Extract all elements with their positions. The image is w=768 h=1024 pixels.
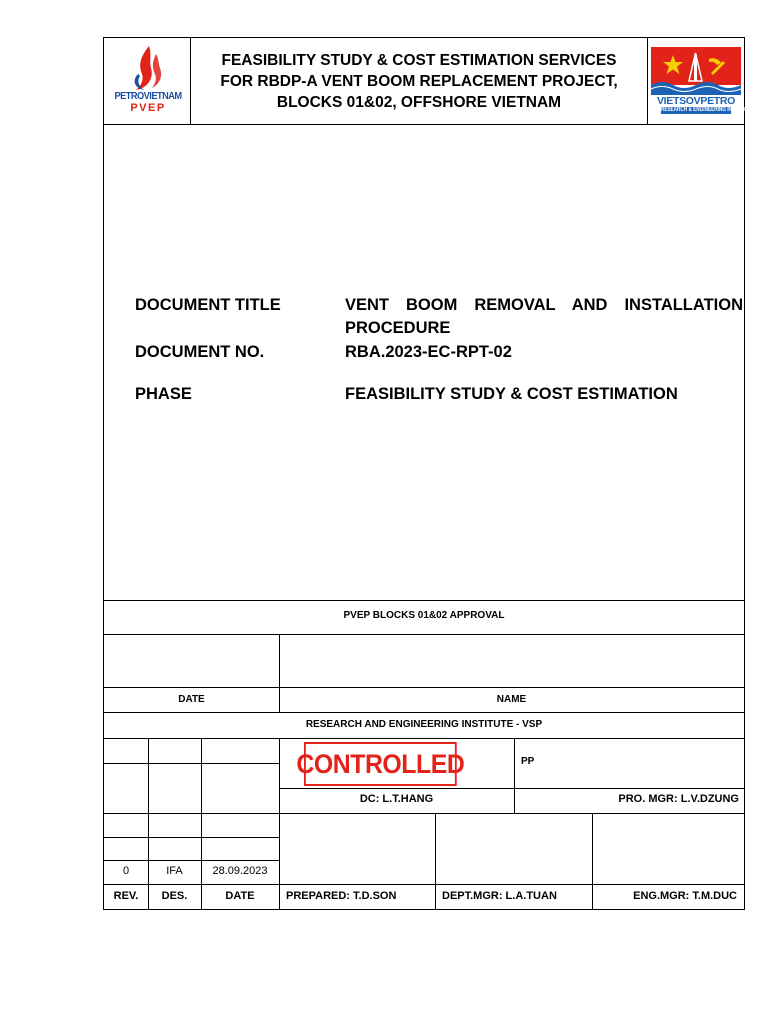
pp-label: PP bbox=[521, 756, 535, 767]
revision-des: IFA bbox=[166, 865, 183, 877]
vietsovpetro-logo-subtitle: RESEARCH & ENGINEERING INSTITUTE bbox=[660, 107, 752, 113]
project-title bbox=[192, 38, 646, 124]
pvep-logo-text-2: PVEP bbox=[130, 102, 166, 114]
revision-rev: 0 bbox=[122, 865, 130, 877]
document-title-label: DOCUMENT TITLE bbox=[135, 296, 281, 314]
footer-prepared: PREPARED: T.D.SON bbox=[286, 890, 397, 902]
phase-label: PHASE bbox=[135, 385, 192, 403]
footer-dept-mgr: DEPT.MGR: L.A.TUAN bbox=[442, 890, 557, 902]
approval-heading: PVEP BLOCKS 01&02 APPROVAL bbox=[343, 610, 505, 621]
document-title-value bbox=[345, 294, 743, 340]
flame-icon bbox=[108, 44, 188, 92]
document-title-line-2: PROCEDURE bbox=[345, 319, 451, 337]
institute-heading: RESEARCH AND ENGINEERING INSTITUTE - VSP bbox=[305, 719, 543, 730]
project-title-line-1: FEASIBILITY STUDY & COST ESTIMATION SERVICES bbox=[221, 51, 617, 69]
dc-label: DC: L.T.HANG bbox=[359, 793, 434, 805]
footer-eng-mgr: ENG.MGR: T.M.DUC bbox=[633, 890, 737, 902]
project-title-line-2: FOR RBDP-A VENT BOOM REPLACEMENT PROJECT, bbox=[220, 72, 618, 90]
revision-date: 28.09.2023 bbox=[212, 865, 268, 877]
pro-mgr-label: PRO. MGR: L.V.DZUNG bbox=[618, 793, 739, 805]
phase-value: FEASIBILITY STUDY & COST ESTIMATION bbox=[345, 385, 678, 403]
pvep-logo bbox=[108, 44, 188, 120]
approval-date-label: DATE bbox=[178, 694, 205, 705]
project-title-line-3: BLOCKS 01&02, OFFSHORE VIETNAM bbox=[276, 93, 562, 111]
controlled-stamp: CONTROLLED bbox=[304, 742, 457, 786]
approval-name-label: NAME bbox=[496, 694, 527, 705]
vietsovpetro-logo-name: VIETSOVPETRO bbox=[656, 95, 736, 107]
pvep-logo-text-1: PETROVIETNAM bbox=[114, 90, 182, 102]
document-title-line-1: VENT BOOM REMOVAL AND INSTALLATION bbox=[345, 296, 743, 314]
document-number-value: RBA.2023-EC-RPT-02 bbox=[345, 343, 512, 361]
footer-rev: REV. bbox=[113, 890, 139, 902]
cover-sheet bbox=[103, 37, 752, 910]
document-number-label: DOCUMENT NO. bbox=[135, 343, 265, 361]
footer-des: DES. bbox=[161, 890, 188, 902]
vietsovpetro-logo bbox=[651, 47, 752, 113]
footer-date: DATE bbox=[225, 890, 255, 902]
